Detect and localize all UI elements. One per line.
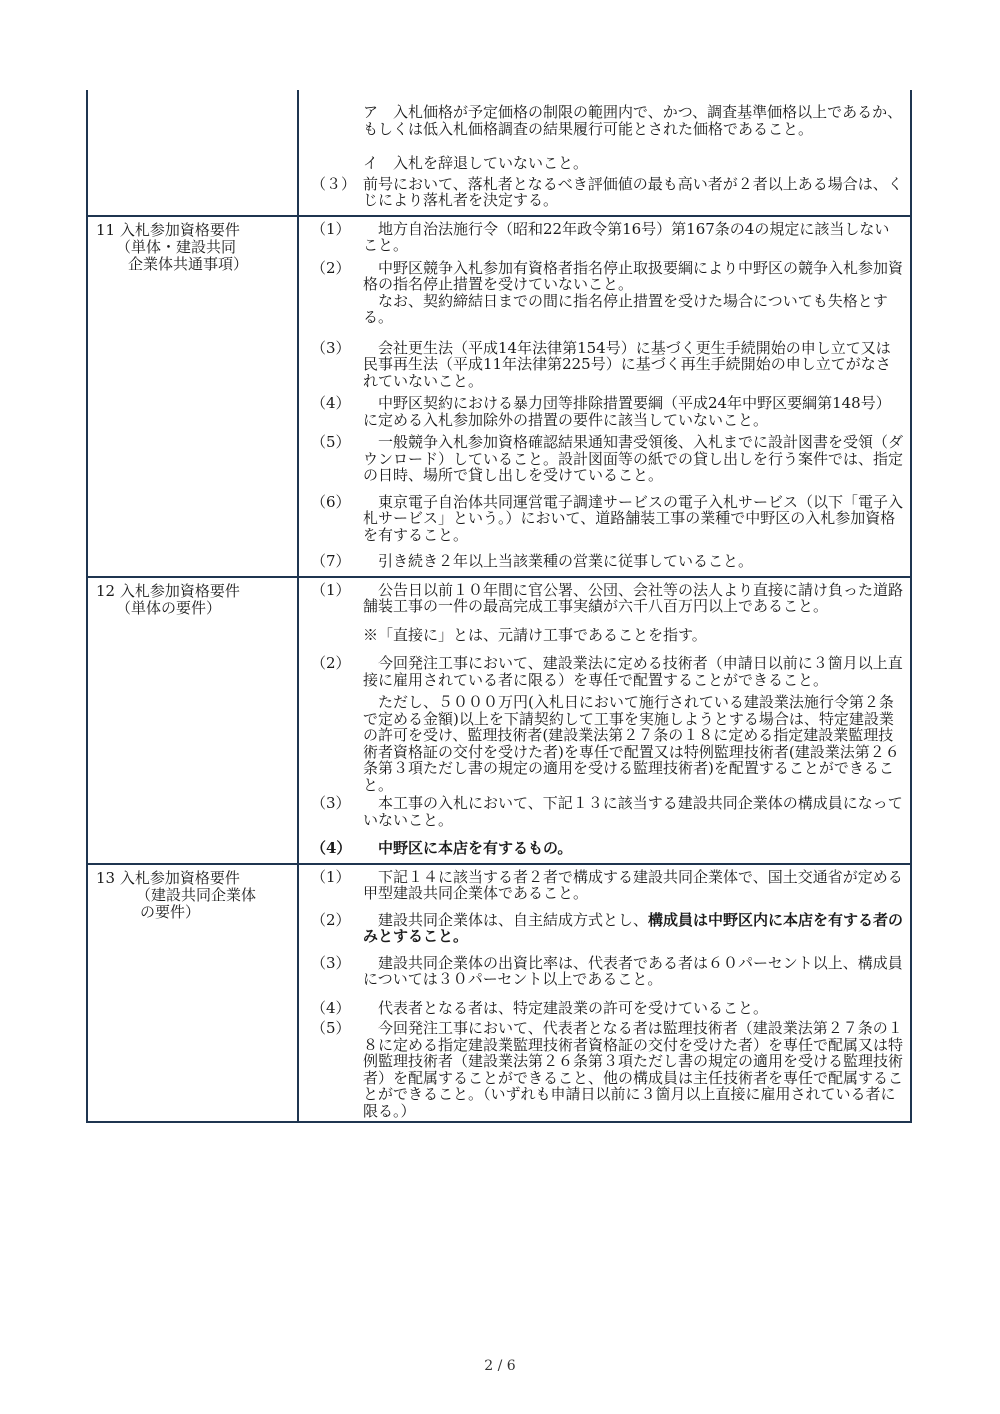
item-5: （5） 一般競争入札参加資格確認結果通知書受領後、入札までに設計図書を受領（ダウンロード）していること。設計図面等の紙での貸し出しを行う案件では、指定の日時、場所で貸し出しを受けていること。	[311, 433, 904, 484]
item-7: （7） 引き続き２年以上当該業種の営業に従事していること。	[311, 552, 754, 570]
item-number: （３）	[311, 174, 357, 193]
item-text: 前号において、落札者となるべき評価値の最も高い者が２者以上ある場合は、くじにより落札者を決定する。	[363, 174, 903, 209]
item-2: （2） 中野区競争入札参加有資格者指名停止取扱要綱により中野区の競争入札参加資格の指名停止措置を受けていないこと。 なお、契約締結日までの間に指名停止措置を受けた場合についても失格とする。	[311, 258, 904, 326]
item-4: （4） 中野区に本店を有するもの。	[311, 839, 573, 857]
section-label: 12 入札参加資格要件 （単体の要件）	[87, 577, 298, 864]
item-5: （5） 今回発注工事において、代表者となる者は監理技術者（建設業法第２７条の１８に定める指定建設業監理技術者資格証の交付を受けた者）を専任で配属又は特例監理技術者（建設業法第２６条第３項ただし書の規定の適用を受ける監理技術者）を配属することができること、他の構成員は主任技術者を専任で配属することができること。（いずれも申請日以前に３箇月以上直接に雇用されている者に限る。）	[311, 1019, 904, 1120]
section-label: 13 入札参加資格要件 （建設共同企業体 の要件）	[87, 864, 298, 1123]
note: ※「直接に」とは、元請け工事であることを指す。	[363, 625, 707, 644]
sub-item-i: イ 入札を辞退していないこと。	[363, 154, 589, 172]
section-label: 11 入札参加資格要件 （単体・建設共同 企業体共通事項）	[87, 216, 298, 577]
item-1: （1） 公告日以前１０年間に官公署、公団、会社等の法人より直接に請け負った道路舗装工事の一件の最高完成工事実績が六千八百万円以上であること。 ※「直接に」とは、元請け工事であることを指す。	[311, 580, 904, 644]
item-2: （2） 建設共同企業体は、自主結成方式とし、構成員は中野区内に本店を有する者のみとすること。	[311, 910, 904, 945]
label-cell-continued	[87, 90, 298, 216]
sub-item-a: ア 入札価格が予定価格の制限の範囲内で、かつ、調査基準価格以上であるか、もしくは低入札価格調査の結果履行可能とされた価格であること。 イ 入札を辞退していないこと。	[363, 103, 903, 172]
item-3: （3） 本工事の入札において、下記１３に該当する建設共同企業体の構成員になっていないこと。	[311, 794, 903, 829]
section-content	[298, 577, 911, 864]
requirements-table	[86, 90, 912, 1123]
item-6: （6） 東京電子自治体共同運営電子調達サービスの電子入札サービス（以下「電子入札サービス」という。）において、道路舗装工事の業種で中野区の入札参加資格を有すること。	[311, 492, 904, 544]
item-2: （2） 今回発注工事において、建設業法に定める技術者（申請日以前に３箇月以上直接に雇用されている者に限る）を専任で配置することができること。 ただし、５０００万円(入札日において施行されている建設業法施行令第２条で定める金額)以上を下請契約して工事を実施しようとする場合は、特定建設業の許可を受け、監理技術者(建設業法第２７条の１８に定める指定建設業監理技術者資格証の交付を受けた者)を専任で配置又は特例監理技術者(建設業法第２６条第３項ただし書の規定の適用を受ける監理技術者)を配置することができること。	[311, 654, 903, 794]
section-content	[298, 216, 911, 577]
item-4: （4） 代表者となる者は、特定建設業の許可を受けていること。	[311, 998, 769, 1017]
section-12	[87, 577, 911, 864]
section-11	[87, 216, 911, 577]
emphasis-text: 構成員は中野区内に本店を有する者のみとすること。	[363, 910, 904, 945]
item-1: （1） 下記１４に該当する者２者で構成する建設共同企業体で、国土交通省が定める甲型建設共同企業体であること。	[311, 867, 903, 902]
content-cell-continued	[298, 90, 911, 216]
item-4: （4） 中野区契約における暴力団等排除措置要綱（平成24年中野区要綱第148号）に定める入札参加除外の措置の要件に該当していないこと。	[311, 394, 891, 429]
section-13	[87, 864, 911, 1123]
item-3	[309, 176, 904, 215]
item-1: （1） 地方自治法施行令（昭和22年政令第16号）第167条の4の規定に該当しないこと。	[311, 219, 890, 254]
page-number: 2 / 6	[484, 1358, 516, 1374]
item-3: （3） 建設共同企業体の出資比率は、代表者である者は６０パーセント以上、構成員については３０パーセント以上であること。	[311, 953, 903, 988]
section-content	[298, 864, 911, 1123]
item-3: （3） 会社更生法（平成14年法律第154号）に基づく更生手続開始の申し立て又は民事再生法（平成11年法律第225号）に基づく再生手続開始の申し立てがなされていないこと。	[311, 338, 891, 390]
